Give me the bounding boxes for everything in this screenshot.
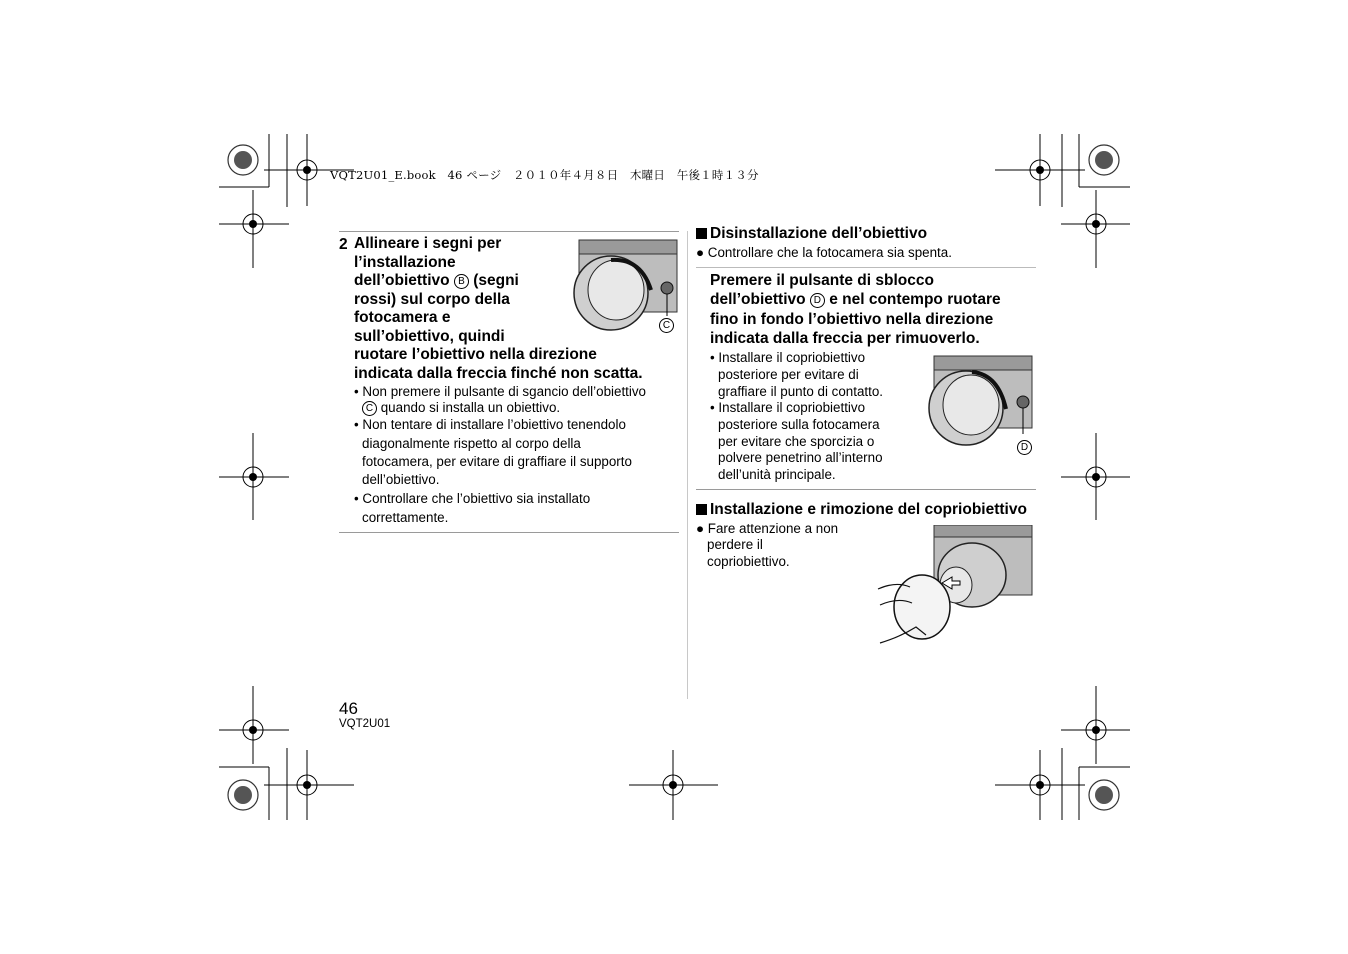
column-divider	[687, 231, 688, 699]
cap-rule	[696, 489, 1036, 490]
remove-note: • Installare il copriobiettivo	[710, 350, 866, 365]
note-2a: • Non tentare di installare l’obiettivo tenendolo	[354, 417, 626, 432]
remove-note: posteriore per evitare di	[718, 367, 859, 382]
remove-line-text: e nel contempo ruotare	[829, 291, 1001, 308]
marker-d: D	[1017, 440, 1032, 455]
remove-title-text: Disinstallazione dell’obiettivo	[710, 225, 928, 242]
note-2b: diagonalmente rispetto al corpo della	[362, 436, 581, 451]
page-number: 46	[339, 699, 358, 718]
cap-line: ● Fare attenzione a non	[696, 521, 839, 536]
step-number: 2	[339, 236, 348, 253]
remove-bullet: ● Controllare che la fotocamera sia spenta.	[696, 245, 952, 260]
model-code: VQT2U01	[339, 718, 391, 730]
remove-note: graffiare il punto di contatto.	[718, 384, 884, 399]
cap-title-text: Installazione e rimozione del copriobiettivo	[710, 501, 1027, 518]
bottom-rule-left	[339, 532, 679, 533]
marker-c: C	[659, 318, 674, 333]
step-line: fotocamera e	[354, 309, 451, 326]
book-header: VQT2U01_E.book 46 ページ ２０１０年４月８日 木曜日 午後１時１３分	[330, 168, 759, 182]
remove-note: dell’unità principale.	[718, 467, 836, 482]
step-line	[354, 272, 519, 290]
lens-remove-illustration	[928, 354, 1034, 448]
square-bullet-icon	[696, 504, 707, 515]
remove-line: Premere il pulsante di sblocco	[710, 272, 934, 289]
cap-line: copriobiettivo.	[707, 554, 790, 569]
marker-b: B	[454, 274, 469, 289]
remove-note: posteriore sulla fotocamera	[718, 417, 880, 432]
marker-c-label	[659, 316, 674, 334]
step-line: Allineare i segni per	[354, 235, 502, 252]
square-bullet-icon	[696, 228, 707, 239]
note-3b: correttamente.	[362, 510, 449, 525]
top-rule-left	[339, 231, 679, 232]
step-line-text: (segni	[473, 272, 519, 289]
note-1a: • Non premere il pulsante di sgancio dell’obiettivo	[354, 384, 647, 399]
step-line: l’installazione	[354, 254, 456, 271]
step-line: sull’obiettivo, quindi	[354, 328, 505, 345]
remove-line: indicata dalla freccia per rimuoverlo.	[710, 330, 980, 347]
remove-note: • Installare il copriobiettivo	[710, 400, 866, 415]
step-line-text: dell’obiettivo	[354, 272, 450, 289]
step-line: ruotare l’obiettivo nella direzione	[354, 346, 597, 363]
step-line: indicata dalla freccia finché non scatta.	[354, 365, 643, 382]
cap-line: perdere il	[707, 537, 763, 552]
lens-cap-illustration	[876, 525, 1034, 647]
note-2d: dell’obiettivo.	[362, 472, 440, 487]
remove-line-text: dell’obiettivo	[710, 291, 806, 308]
remove-note: polvere penetrino all’interno	[718, 450, 883, 465]
marker-c: C	[362, 401, 377, 416]
remove-note: per evitare che sporcizia o	[718, 434, 875, 449]
marker-d: D	[810, 293, 825, 308]
note-2c: fotocamera, per evitare di graffiare il supporto	[362, 454, 632, 469]
marker-d-label	[1017, 438, 1032, 456]
note-text: quando si installa un obiettivo.	[380, 400, 561, 415]
remove-title	[696, 225, 927, 243]
note-1b	[362, 399, 560, 416]
cap-title	[696, 501, 1027, 519]
remove-line	[710, 291, 1001, 309]
remove-line: fino in fondo l’obiettivo nella direzione	[710, 311, 994, 328]
step-line: rossi) sul corpo della	[354, 291, 510, 308]
remove-rule	[696, 267, 1036, 268]
note-3a: • Controllare che l’obiettivo sia installato	[354, 491, 591, 506]
